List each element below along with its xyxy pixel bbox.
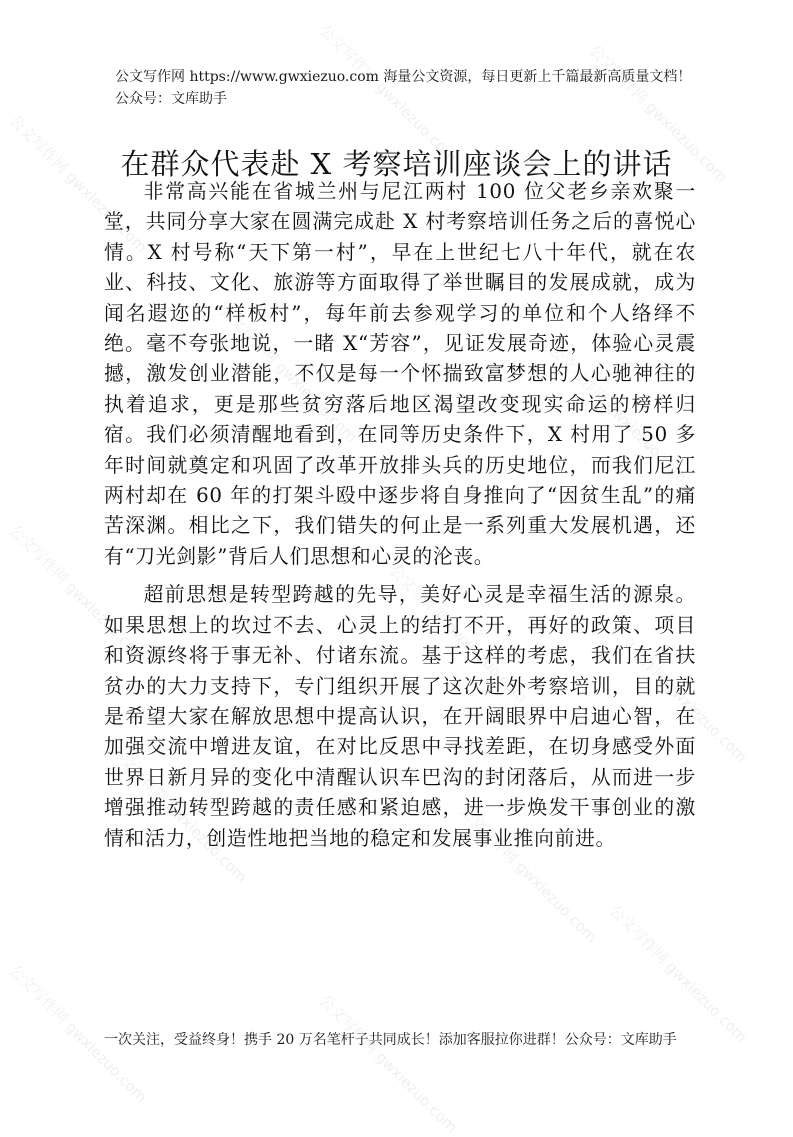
page-header: 公文写作网 https://www.gwxiezuo.com 海量公文资源，每日更新上千篇最新高质量文档！ 公众号：文库助手 <box>115 69 692 107</box>
watermark: 公文写作网 gwxiezuo.com <box>105 741 251 887</box>
page-footer: 一次关注，受益终身！携手 20 万名笔杆子共同成长！添加客服拉你进群！公众号：文库助手 <box>104 1032 677 1048</box>
watermark: 公文写作网 gwxiezuo.com <box>315 21 461 167</box>
document-body <box>104 177 696 854</box>
paragraph: 超前思想是转型跨越的先导，美好心灵是幸福生活的源泉。如果思想上的坎过不去、心灵上的结打不开，再好的政策、项目和资源终将于事无补、付诸东流。基于这样的考虑，我们在省扶贫办的大力支持下，专门组织开展了这次赴外考察培训，目的就是希望大家在解放思想中提高认识，在开阔眼界中启迪心智，在加强交流中增进友谊，在对比反思中寻找差距，在切身感受外面世界日新月异的变化中清醒认识车巴沟的封闭落后，从而进一步增强推动转型跨越的责任感和紧迫感，进一步焕发干事创业的激情和活力，创造性地把当地的稳定和发展事业推向前进。 <box>104 583 696 850</box>
watermark: 公文写作网 gwxiezuo.com <box>215 301 361 447</box>
paragraph: 非常高兴能在省城兰州与尼江两村 100 位父老乡亲欢聚一堂，共同分享大家在圆满完成赴 X 村考察培训任务之后的喜悦心情。X 村号称“天下第一村”，早在上世纪七八十年代，就在农业、科技、文化、旅游等方面取得了举世瞩目的发展成就，成为闻名遐迩的“样板村”，每年前去参观学习的单位和个人络绎不绝。毫不夸张地说，一睹 X“芳容”，见证发展奇迹，体验心灵震撼，激发创业潜能，不仅是每一个怀揣致富梦想的人心驰神往的执着追求，更是那些贫穷落后地区渴望改变现实命运的榜样归宿。我们必须清醒地看到，在同等历史条件下，X 村用了 50 多年时间就奠定和巩固了改革开放排头兵的历史地位，而我们尼江两村却在 60 年的打架斗殴中逐步将自身推向了“因贫生乱”的痛苦深渊。相比之下，我们错失的何止是一系列重大发展机遇，还有“刀光剑影”背后人们思想和心灵的沦丧。 <box>104 180 696 568</box>
watermark: 公文写作网 gwxiezuo.com <box>605 621 751 767</box>
watermark: 公文写作网 gwxiezuo.com <box>315 991 461 1137</box>
watermark: 公文写作网 gwxiezuo.com <box>585 41 731 187</box>
watermark: 公文写作网 gwxiezuo.com <box>455 801 601 947</box>
watermark: 公文写作网 gwxiezuo.com <box>5 961 151 1107</box>
watermark: 公文写作网 gwxiezuo.com <box>5 521 151 667</box>
watermark: 公文写作网 gwxiezuo.com <box>545 341 691 487</box>
watermark: 公文写作网 gwxiezuo.com <box>385 561 531 707</box>
watermark: 公文写作网 gwxiezuo.com <box>605 901 751 1047</box>
document-title: 在群众代表赴 X 考察培训座谈会上的讲话 <box>120 147 673 181</box>
watermark: 公文写作网 gwxiezuo.com <box>5 111 151 257</box>
